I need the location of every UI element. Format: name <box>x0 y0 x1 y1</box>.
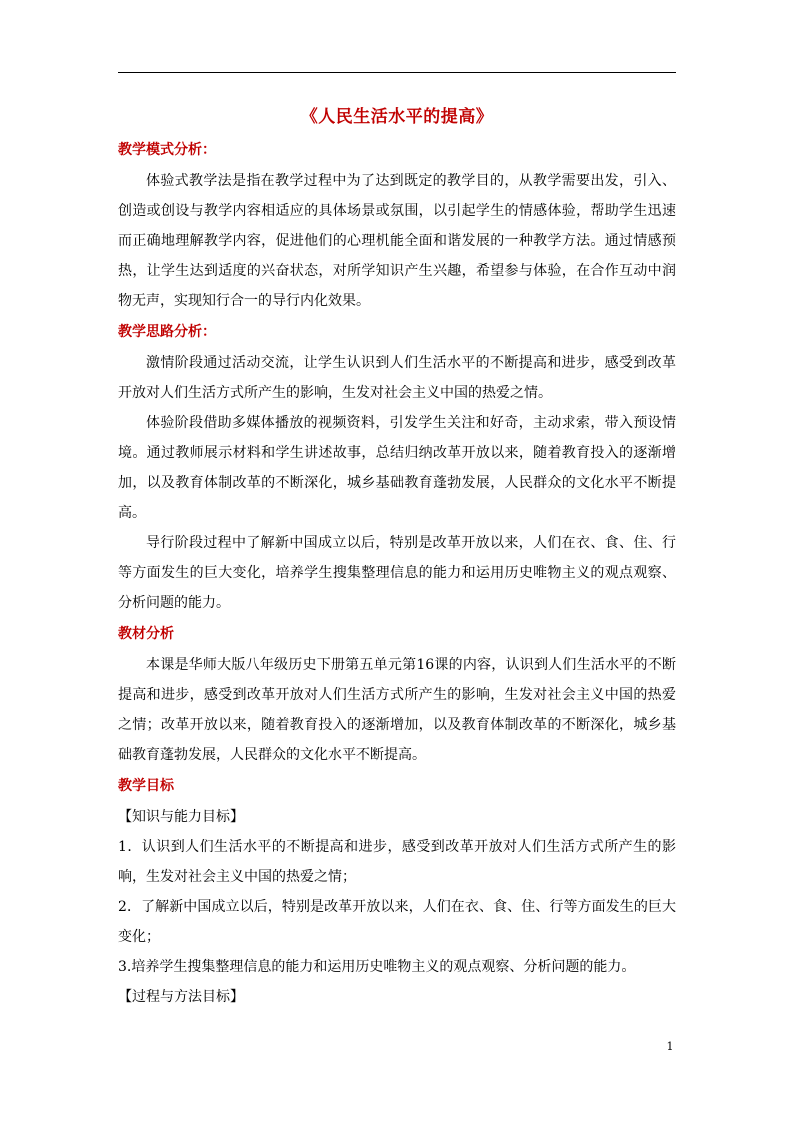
page-number: 1 <box>666 1040 674 1053</box>
header-rule <box>118 72 676 73</box>
objective-item-3: 3.培养学生搜集整理信息的能力和运用历史唯物主义的观点观察、分析问题的能力。 <box>118 959 636 975</box>
section-heading-objectives: 教学目标 <box>118 778 174 794</box>
paragraph-experience-stage: 体验阶段借助多媒体播放的视频资料，引发学生关注和好奇，主动求索，带入预设情境。通过教师展示材料和学生讲述故事，总结归纳改革开放以来，随着教育投入的逐渐增加，以及教育体制改革的不断深化，城乡基础教育蓬勃发展，人民群众的文化水平不断提高。 <box>118 415 676 521</box>
paragraph-textbook-analysis: 本课是华师大版八年级历史下册第五单元第16课的内容，认识到人们生活水平的不断提高和进步，感受到改革开放对人们生活方式所产生的影响，生发对社会主义中国的热爱之情；改革开放以来，随着教育投入的逐渐增加，以及教育体制改革的不断深化，城乡基础教育蓬勃发展，人民群众的文化水平不断提高。 <box>118 657 676 763</box>
label-knowledge-ability-objectives: 【知识与能力目标】 <box>118 809 244 825</box>
section-heading-textbook-analysis: 教材分析 <box>118 626 174 642</box>
paragraph-teaching-mode: 体验式教学法是指在教学过程中为了达到既定的教学目的，从教学需要出发，引入、创造或创设与教学内容相适应的具体场景或氛围，以引起学生的情感体验，帮助学生迅速而正确地理解教学内容，促进他们的心理机能全面和谐发展的一种教学方法。通过情感预热，让学生达到适度的兴奋状态，对所学知识产生兴趣，希望参与体验，在合作互动中润物无声，实现知行合一的导行内化效果。 <box>118 173 676 309</box>
paragraph-guidance-stage: 导行阶段过程中了解新中国成立以后，特别是改革开放以来，人们在衣、食、住、行等方面发生的巨大变化，培养学生搜集整理信息的能力和运用历史唯物主义的观点观察、分析问题的能力。 <box>118 535 676 611</box>
document-body <box>118 100 676 1012</box>
section-heading-teaching-approach: 教学思路分析： <box>118 324 216 340</box>
objective-item-1: 1．认识到人们生活水平的不断提高和进步，感受到改革开放对人们生活方式所产生的影响，生发对社会主义中国的热爱之情； <box>118 839 676 885</box>
document-title: 《人民生活水平的提高》 <box>300 107 494 127</box>
section-heading-teaching-mode: 教学模式分析： <box>118 142 216 158</box>
objective-item-2: 2．了解新中国成立以后，特别是改革开放以来，人们在衣、食、住、行等方面发生的巨大变化； <box>118 899 676 945</box>
label-process-method-objectives: 【过程与方法目标】 <box>118 989 244 1005</box>
paragraph-stimulation-stage: 激情阶段通过活动交流，让学生认识到人们生活水平的不断提高和进步，感受到改革开放对人们生活方式所产生的影响，生发对社会主义中国的热爱之情。 <box>118 355 676 401</box>
